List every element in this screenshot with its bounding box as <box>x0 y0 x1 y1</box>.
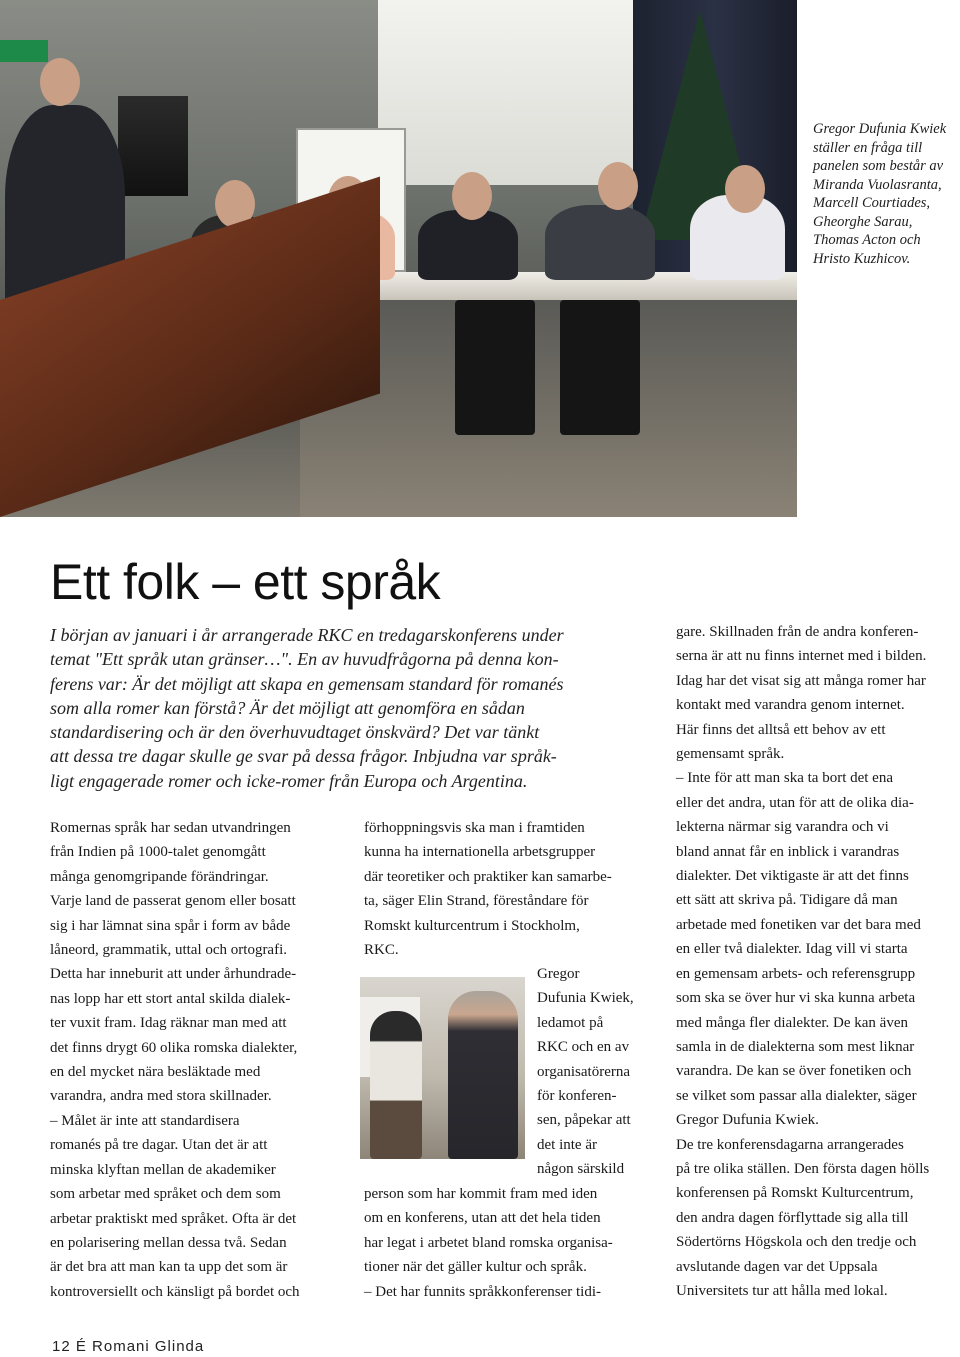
panelist-4 <box>545 205 655 280</box>
exit-sign <box>0 40 48 62</box>
projection-screen <box>378 0 633 185</box>
body-column-3: gare. Skillnaden från de andra konferen- serna är att nu finns internet med i bilden. Idag har det visat sig att många romer har kontakt med varandra genom internet. Här finns det alltså ett behov av ett gemensamt språk. – Inte för att man ska ta bort det ena eller det andra, utan för att de olika dia- lekterna närmar sig varandra och vi bland annat får en inblick i varandras dialekter. Det viktigaste är att det finns ett sätt att skriva på. Tidigare då man arbetade med fonetiken var det bara med en eller två dialekter. Idag vill vi starta en gemensam arbets- och referensgrupp som ska se över hur vi ska kunna arbeta med många fler dialekter. De kan även samla in de dialekterna som mest liknar varandra. De kan se över fonetiken och se vilket som passar alla dialekter, säger Gregor Dufunia Kwiek. De tre konferensdagarna arrangerades på tre olika ställen. Den första dagen hölls konferensen på Romskt Kulturcentrum, den andra dagen förflyttade sig alla till Södertörns Högskola och den tredje och avslutande dagen var det Uppsala Universitets tur att hålla med lokal. <box>676 624 930 1299</box>
portrait-poster <box>118 96 188 196</box>
article-headline: Ett folk – ett språk <box>50 554 441 610</box>
conference-panel-photo <box>0 0 797 517</box>
body-column-1: Romernas språk har sedan utvandringen från Indien på 1000-talet genomgått många genomgripande förändringar. Varje land de passerat genom eller bosatt sig i har lämnat sina spår i form av både låneord, grammatik, uttal och ortografi. Detta har inneburit att under århundrade- nas lopp har ett stort antal skilda dialek- ter vuxit fram. Idag räknar man med att det finns drygt 60 olika romska dialekter, en del mycket nära besläktade med varandra, andra med stora skillnader. – Målet är inte att standardisera romanés på tre dagar. Utan det är att minska klyftan mellan de akademiker som arbetar med språket och dem som arbetar praktiskt med språket. Ofta är det en polarisering mellan dessa två. Sedan är det bra att man kan ta upp det som är kontroversiellt och känsligt på bordet och <box>50 820 300 1300</box>
body-column-2-side: Gregor Dufunia Kwiek, ledamot på RKC och en av organisatörerna för konferen- sen, påpekar att det inte är någon särskild <box>537 966 634 1178</box>
loudspeaker-left <box>455 300 535 435</box>
panelist-4-head <box>598 162 638 210</box>
panelist-3-head <box>452 172 492 220</box>
panelist-3 <box>418 210 518 280</box>
photo-caption: Gregor Dufunia Kwiek ställer en fråga till panelen som består av Miranda Vuolasranta, Marcell Courtiades, Gheorghe Sarau, Thomas Acton och Hristo Kuzhicov. <box>813 121 947 267</box>
page-footer: 12 É Romani Glinda <box>52 1338 205 1355</box>
panelist-5-head <box>725 165 765 213</box>
body-column-2-top: förhoppningsvis ska man i framtiden kunna ha internationella arbetsgrupper där teoretiker och praktiker kan samarbe- ta, säger Elin Strand, föreståndare för Romskt kulturcentrum i Stockholm, RKC. <box>364 820 612 959</box>
woman-with-microphone <box>370 1011 422 1159</box>
body-column-2-bottom: person som har kommit fram med iden om en konferens, utan att det hela tiden har legat i arbetet bland romska organisa- tioner när det gäller kultur och språk. – Det har funnits språkkonferenser tidi- <box>364 1186 613 1300</box>
man-in-suit <box>448 991 518 1159</box>
speaker-head <box>40 58 80 106</box>
loudspeaker-right <box>560 300 640 435</box>
article-lead: I början av januari i år arrangerade RKC en tredagarskonferens under temat "Ett språk utan gränser…". En av huvudfrågorna på denna kon- ferens var: Är det möjligt att skapa en gemensam standard för romanés som alla romer kan förstå? Är det möjligt att genomföra en sådan standardisering och är den överhuvudtaget önskvärd? Det var tänkt att dessa tre dagar skulle ge svar på dessa frågor. Inbjudna var språk- ligt engagerade romer och icke-romer från Europa och Argentina. <box>50 625 564 791</box>
speakers-photo <box>360 977 525 1159</box>
